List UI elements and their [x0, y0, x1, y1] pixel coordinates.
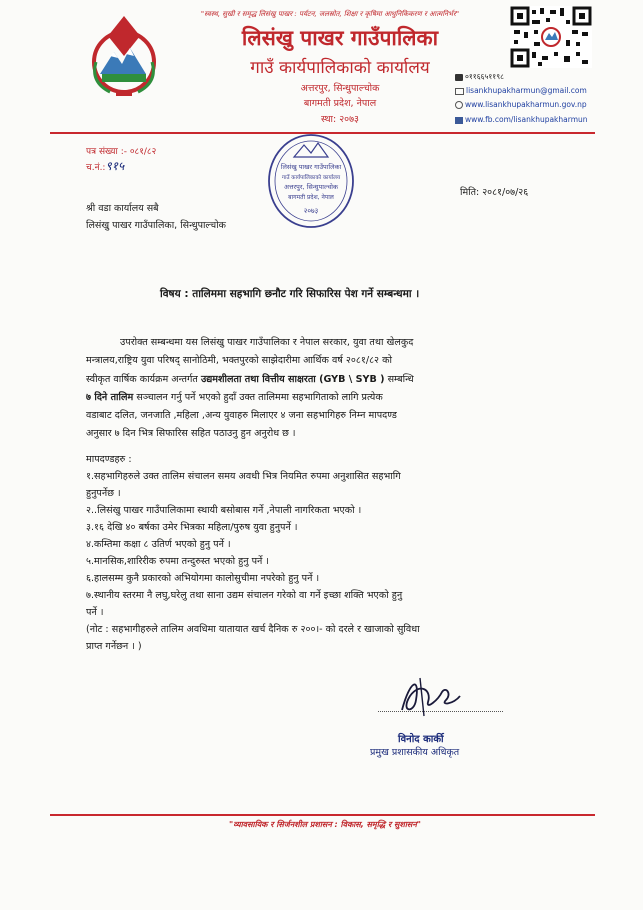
letter-number	[86, 144, 156, 157]
header-motto: "स्वस्थ, सुखी र समृद्ध लिसंखु पाखर : पर्यटन, जलस्रोत, शिक्षा र कृषिमा आधुनिकिकरण र आत्मनिर्भर"	[200, 10, 460, 18]
criteria-item-1-cont: हुनुपर्नेछ ।	[86, 488, 121, 499]
signatory-title: प्रमुख प्रशासकीय अधिकृत	[370, 747, 460, 758]
letter-no-value: ०८१/८२	[129, 147, 157, 157]
letter-date: मिति: २०८१/०७/२६	[460, 187, 529, 198]
email-text[interactable]: lisankhupakharmun@gmail.com	[466, 86, 587, 95]
signature-line	[378, 711, 503, 712]
address-line-1: अत्तरपुर, सिन्धुपाल्चोक	[300, 83, 380, 94]
emblem-logo	[80, 12, 168, 100]
phone-text: ०११६६५११९८	[465, 72, 504, 81]
globe-icon	[455, 101, 463, 109]
dispatch-number	[86, 157, 124, 174]
stamp-line-1: लिसंखु पाखर गाउँपालिका	[280, 163, 342, 171]
criteria-item-6: ६.हालसम्म कुनै प्रकारको अभियोगमा कालोसुचीमा नपरेको हुनु पर्ने ।	[86, 573, 320, 584]
criteria-list	[86, 451, 556, 655]
footer-motto: "व्यावसायिक र सिर्जनशील प्रशासन : विकास, समृद्धि र सुशासन"	[229, 820, 421, 829]
criteria-item-5: ५.मानसिक,शारिरीक रुपमा तन्दुरुस्त भएको हुनु पर्ने ।	[86, 556, 270, 567]
mail-icon	[455, 88, 464, 95]
criteria-item-2: २..लिसंखु पाखर गाउँपालिकामा स्थायी बसोबास गर्ने ,नेपाली नागरिकता भएको ।	[86, 505, 362, 516]
criteria-note: (नोट : सहभागीहरुले तालिम अवधिमा यातायात खर्च दैनिक रु २००।- को दरले र खाजाको सुविधा	[86, 624, 420, 635]
stamp-line-4: बागमती प्रदेश, नेपाल	[288, 194, 334, 201]
address-line-2: बागमती प्रदेश, नेपाल	[303, 98, 377, 109]
contact-email[interactable]	[455, 86, 587, 95]
recipient-line-2: लिसंखु पाखर गाउँपालिका, सिन्धुपाल्चोक	[86, 220, 226, 231]
criteria-item-1: १.सहभागिहरुले उक्त तालिम संचालन समय अवधी भित्र नियमित रुपमा अनुशासित सहभागि	[86, 471, 401, 482]
qr-code	[510, 6, 592, 68]
contact-website[interactable]	[455, 100, 587, 109]
stamp-line-2: गाउँ कार्यपालिकाको कार्यालय	[281, 175, 341, 181]
criteria-heading: मापदण्डहरु :	[86, 454, 132, 465]
letter-no-label: पत्र संख्या :-	[86, 147, 127, 157]
criteria-item-7-cont: पर्ने ।	[86, 607, 104, 618]
office-name: गाउँ कार्यपालिकाको कार्यालय	[250, 58, 430, 78]
body-paragraph	[86, 334, 556, 444]
office-stamp	[266, 131, 356, 231]
criteria-note-cont: प्राप्त गर्नेछन । )	[86, 641, 142, 652]
body-line-6: अनुसार ७ दिन भित्र सिफारिस सहित पठाउनु हुन अनुरोध छ ।	[86, 428, 296, 440]
body-line-3-bold: उद्यमशीलता तथा वित्तीय साक्षरता (GYB \ SYB )	[200, 373, 385, 385]
org-name: लिसंखु पाखर गाउँपालिका	[241, 26, 439, 50]
signatory-name: विनोद कार्की	[398, 734, 444, 745]
criteria-item-3: ३.१६ देखि ४० बर्षका उमेर भित्रका महिला/पुरुष युवा हुनुपर्ने ।	[86, 522, 298, 533]
footer-divider	[50, 814, 595, 816]
established-year: स्था: २०७३	[320, 114, 360, 125]
handwritten-signature	[380, 670, 490, 720]
letter-subject: विषय : तालिममा सहभागि छनौट गरि सिफारिस पेश गर्ने सम्बन्धमा ।	[160, 288, 420, 300]
body-line-4	[86, 389, 556, 407]
facebook-text[interactable]: www.fb.com/lisankhupakharmun	[465, 115, 588, 124]
facebook-icon	[455, 117, 463, 124]
recipient-line-1: श्री वडा कार्यालय सबै	[86, 203, 159, 214]
dispatch-value: ९१५	[105, 159, 125, 173]
website-text[interactable]: www.lisankhupakharmun.gov.np	[465, 100, 587, 109]
body-line-3-tail: सम्बन्धि	[384, 373, 414, 385]
body-line-3	[86, 371, 556, 389]
phone-icon	[455, 74, 463, 81]
dispatch-label: च.नं.:	[86, 163, 106, 173]
body-line-4-text: सञ्चालन गर्नु पर्ने भएको हुदाँ उक्त तालिममा सहभागिताको लागि प्रत्येक	[133, 391, 383, 403]
contact-phone	[455, 72, 504, 82]
body-line-1: उपरोक्त सम्बन्धमा यस लिसंखु पाखर गाउँपालिका र नेपाल सरकार, युवा तथा खेलकुद	[120, 337, 414, 348]
body-line-2: मन्त्रालय,राष्ट्रिय युवा परिषद् सानोठिमी, भक्तपुरको साझेदारीमा आर्थिक वर्ष २०८१/८२ को	[86, 355, 392, 367]
body-line-4-bold: ७ दिने तालिम	[86, 391, 134, 403]
body-line-5: वडाबाट दलित, जनजाति ,महिला ,अन्य युवाहरु मिलाएर ४ जना सहभागिहरु निम्न मापदण्ड	[86, 410, 397, 422]
criteria-item-7: ७.स्थानीय स्तरमा नै लघु,घरेलु तथा साना उद्यम संचालन गरेको वा गर्ने इच्छा शक्ति भएको हुनु	[86, 590, 403, 601]
stamp-line-3: अत्तरपुर, सिन्धुपाल्चोक	[284, 183, 338, 191]
criteria-item-4: ४.कम्तिमा कक्षा ८ उतिर्ण भएको हुनु पर्ने ।	[86, 539, 231, 550]
contact-facebook[interactable]	[455, 115, 588, 124]
stamp-line-5: २०७३	[303, 207, 319, 215]
body-line-3-text: स्वीकृत वार्षिक कार्यक्रम अन्तर्गत	[86, 373, 201, 385]
